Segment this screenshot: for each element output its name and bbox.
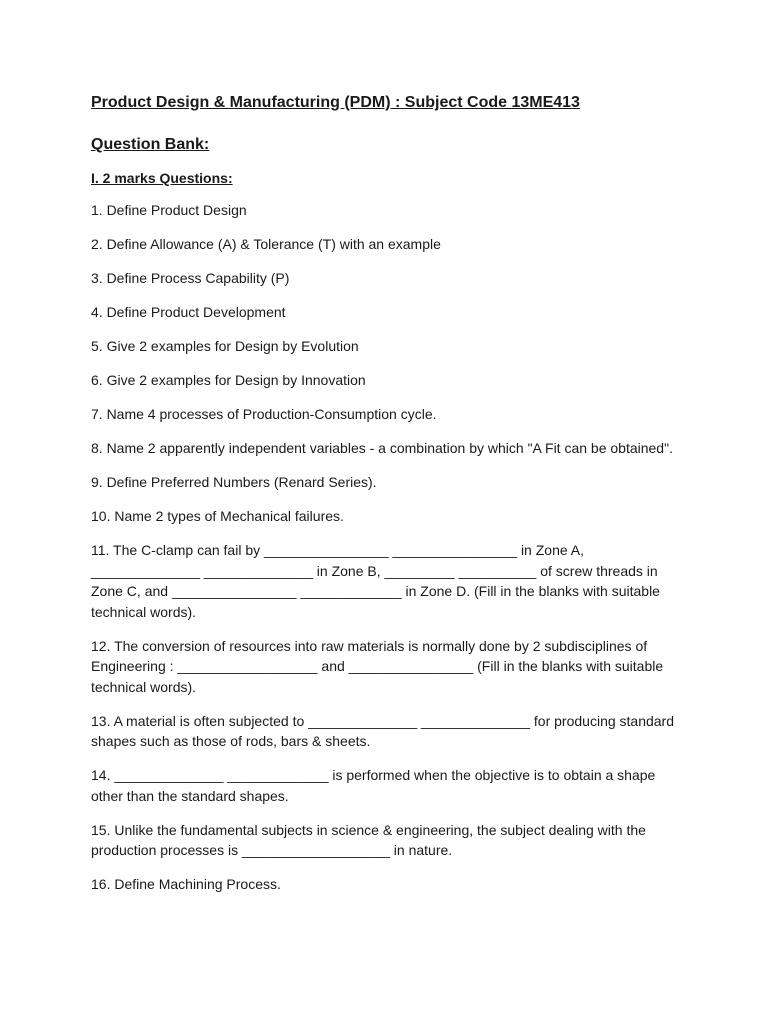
question-15: 15. Unlike the fundamental subjects in science & engineering, the subject dealing with the production processes is ___________________ in nature. xyxy=(91,821,646,858)
question-13: 13. A material is often subjected to ______________ ______________ for producing standard shapes such as those of rods, bars & sheets. xyxy=(91,712,675,749)
question-16: 16. Define Machining Process. xyxy=(91,876,281,892)
question-12: 12. The conversion of resources into raw materials is normally done by 2 subdisciplines of Engineering : __________________ and ________________ (Fill in the blanks with suitable technical words). xyxy=(91,637,664,695)
document-title: Product Design & Manufacturing (PDM) : Subject Code 13ME413 xyxy=(91,94,580,111)
question-1: 1. Define Product Design xyxy=(91,202,247,218)
question-bank-heading: Question Bank: xyxy=(91,136,210,153)
question-10: 10. Name 2 types of Mechanical failures. xyxy=(91,508,344,524)
document-page xyxy=(91,92,691,908)
question-2: 2. Define Allowance (A) & Tolerance (T) with an example xyxy=(91,236,441,252)
question-9: 9. Define Preferred Numbers (Renard Series). xyxy=(91,474,377,490)
question-6: 6. Give 2 examples for Design by Innovation xyxy=(91,372,366,388)
question-14: 14. ______________ _____________ is performed when the objective is to obtain a shape other than the standard shapes. xyxy=(91,767,656,804)
question-3: 3. Define Process Capability (P) xyxy=(91,270,290,286)
question-8: 8. Name 2 apparently independent variables - a combination by which "A Fit can be obtained". xyxy=(91,440,673,456)
question-4: 4. Define Product Development xyxy=(91,304,286,320)
question-11: 11. The C-clamp can fail by ________________ ________________ in Zone A, ______________ ______________ in Zone B, _________ __________ of screw threads in Zone C, and ________________ _____________ in Zone D. (Fill in the blanks with suitable technical words). xyxy=(91,542,660,620)
question-7: 7. Name 4 processes of Production-Consumption cycle. xyxy=(91,406,437,422)
section-heading: I. 2 marks Questions: xyxy=(91,170,233,186)
question-5: 5. Give 2 examples for Design by Evolution xyxy=(91,338,359,354)
